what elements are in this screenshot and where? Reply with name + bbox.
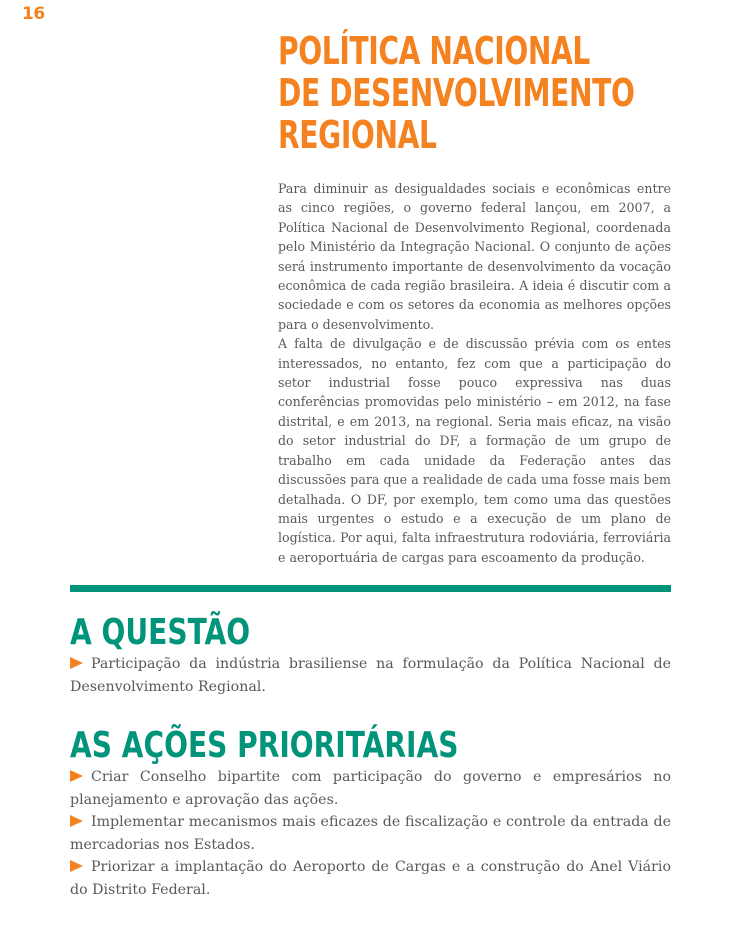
list-item-text: Priorizar a implantação do Aeroporto de Cargas e a construção do Anel Viário do Distrito Federal. bbox=[70, 859, 671, 898]
list-item bbox=[70, 811, 671, 856]
arrow-bullet-icon bbox=[70, 657, 83, 669]
title-line: POLÍTICA NACIONAL bbox=[278, 29, 590, 73]
acoes-list bbox=[70, 766, 671, 902]
title-line: DE DESENVOLVIMENTO bbox=[278, 71, 635, 115]
acoes-heading: AS AÇÕES PRIORITÁRIAS bbox=[70, 725, 459, 766]
questao-list bbox=[70, 653, 671, 698]
page-number: 16 bbox=[22, 4, 45, 24]
arrow-bullet-icon bbox=[70, 815, 83, 827]
list-item bbox=[70, 653, 671, 698]
page-title bbox=[278, 29, 635, 157]
list-item-text: Implementar mecanismos mais eficazes de fiscalização e controle da entrada de mercadorias nos Estados. bbox=[70, 814, 671, 853]
intro-text bbox=[278, 179, 671, 567]
intro-paragraph: Para diminuir as desigualdades sociais e econômicas entre as cinco regiões, o governo federal lançou, em 2007, a Política Nacional de Desenvolvimento Regional, coordenada pelo Ministério da Integração Nacional. O conjunto de ações será instrumento importante de desenvolvimento da vocação econômica de cada região brasileira. A ideia é discutir com a sociedade e com os setores da economia as melhores opções para o desenvolvimento. bbox=[278, 181, 671, 332]
section-divider bbox=[70, 585, 671, 592]
arrow-bullet-icon bbox=[70, 770, 83, 782]
list-item bbox=[70, 766, 671, 811]
questao-heading: A QUESTÃO bbox=[70, 612, 251, 653]
arrow-bullet-icon bbox=[70, 860, 83, 872]
title-line: REGIONAL bbox=[278, 113, 437, 157]
list-item bbox=[70, 856, 671, 901]
list-item-text: Criar Conselho bipartite com participação do governo e empresários no planejamento e aprovação das ações. bbox=[70, 769, 671, 808]
intro-paragraph: A falta de divulgação e de discussão prévia com os entes interessados, no entanto, fez com que a participação do setor industrial fosse pouco expressiva nas duas conferências promovidas pelo ministério – em 2012, na fase distrital, e em 2013, na regional. Seria mais eficaz, na visão do setor industrial do DF, a formação de um grupo de trabalho em cada unidade da Federação antes das discussões para que a realidade de cada uma fosse mais bem detalhada. O DF, por exemplo, tem como uma das questões mais urgentes o estudo e a execução de um plano de logística. Por aqui, falta infraestrutura rodoviária, ferroviária e aeroportuária de cargas para escoamento da produção. bbox=[278, 336, 671, 565]
list-item-text: Participação da indústria brasiliense na formulação da Política Nacional de Desenvolvimento Regional. bbox=[70, 656, 671, 695]
